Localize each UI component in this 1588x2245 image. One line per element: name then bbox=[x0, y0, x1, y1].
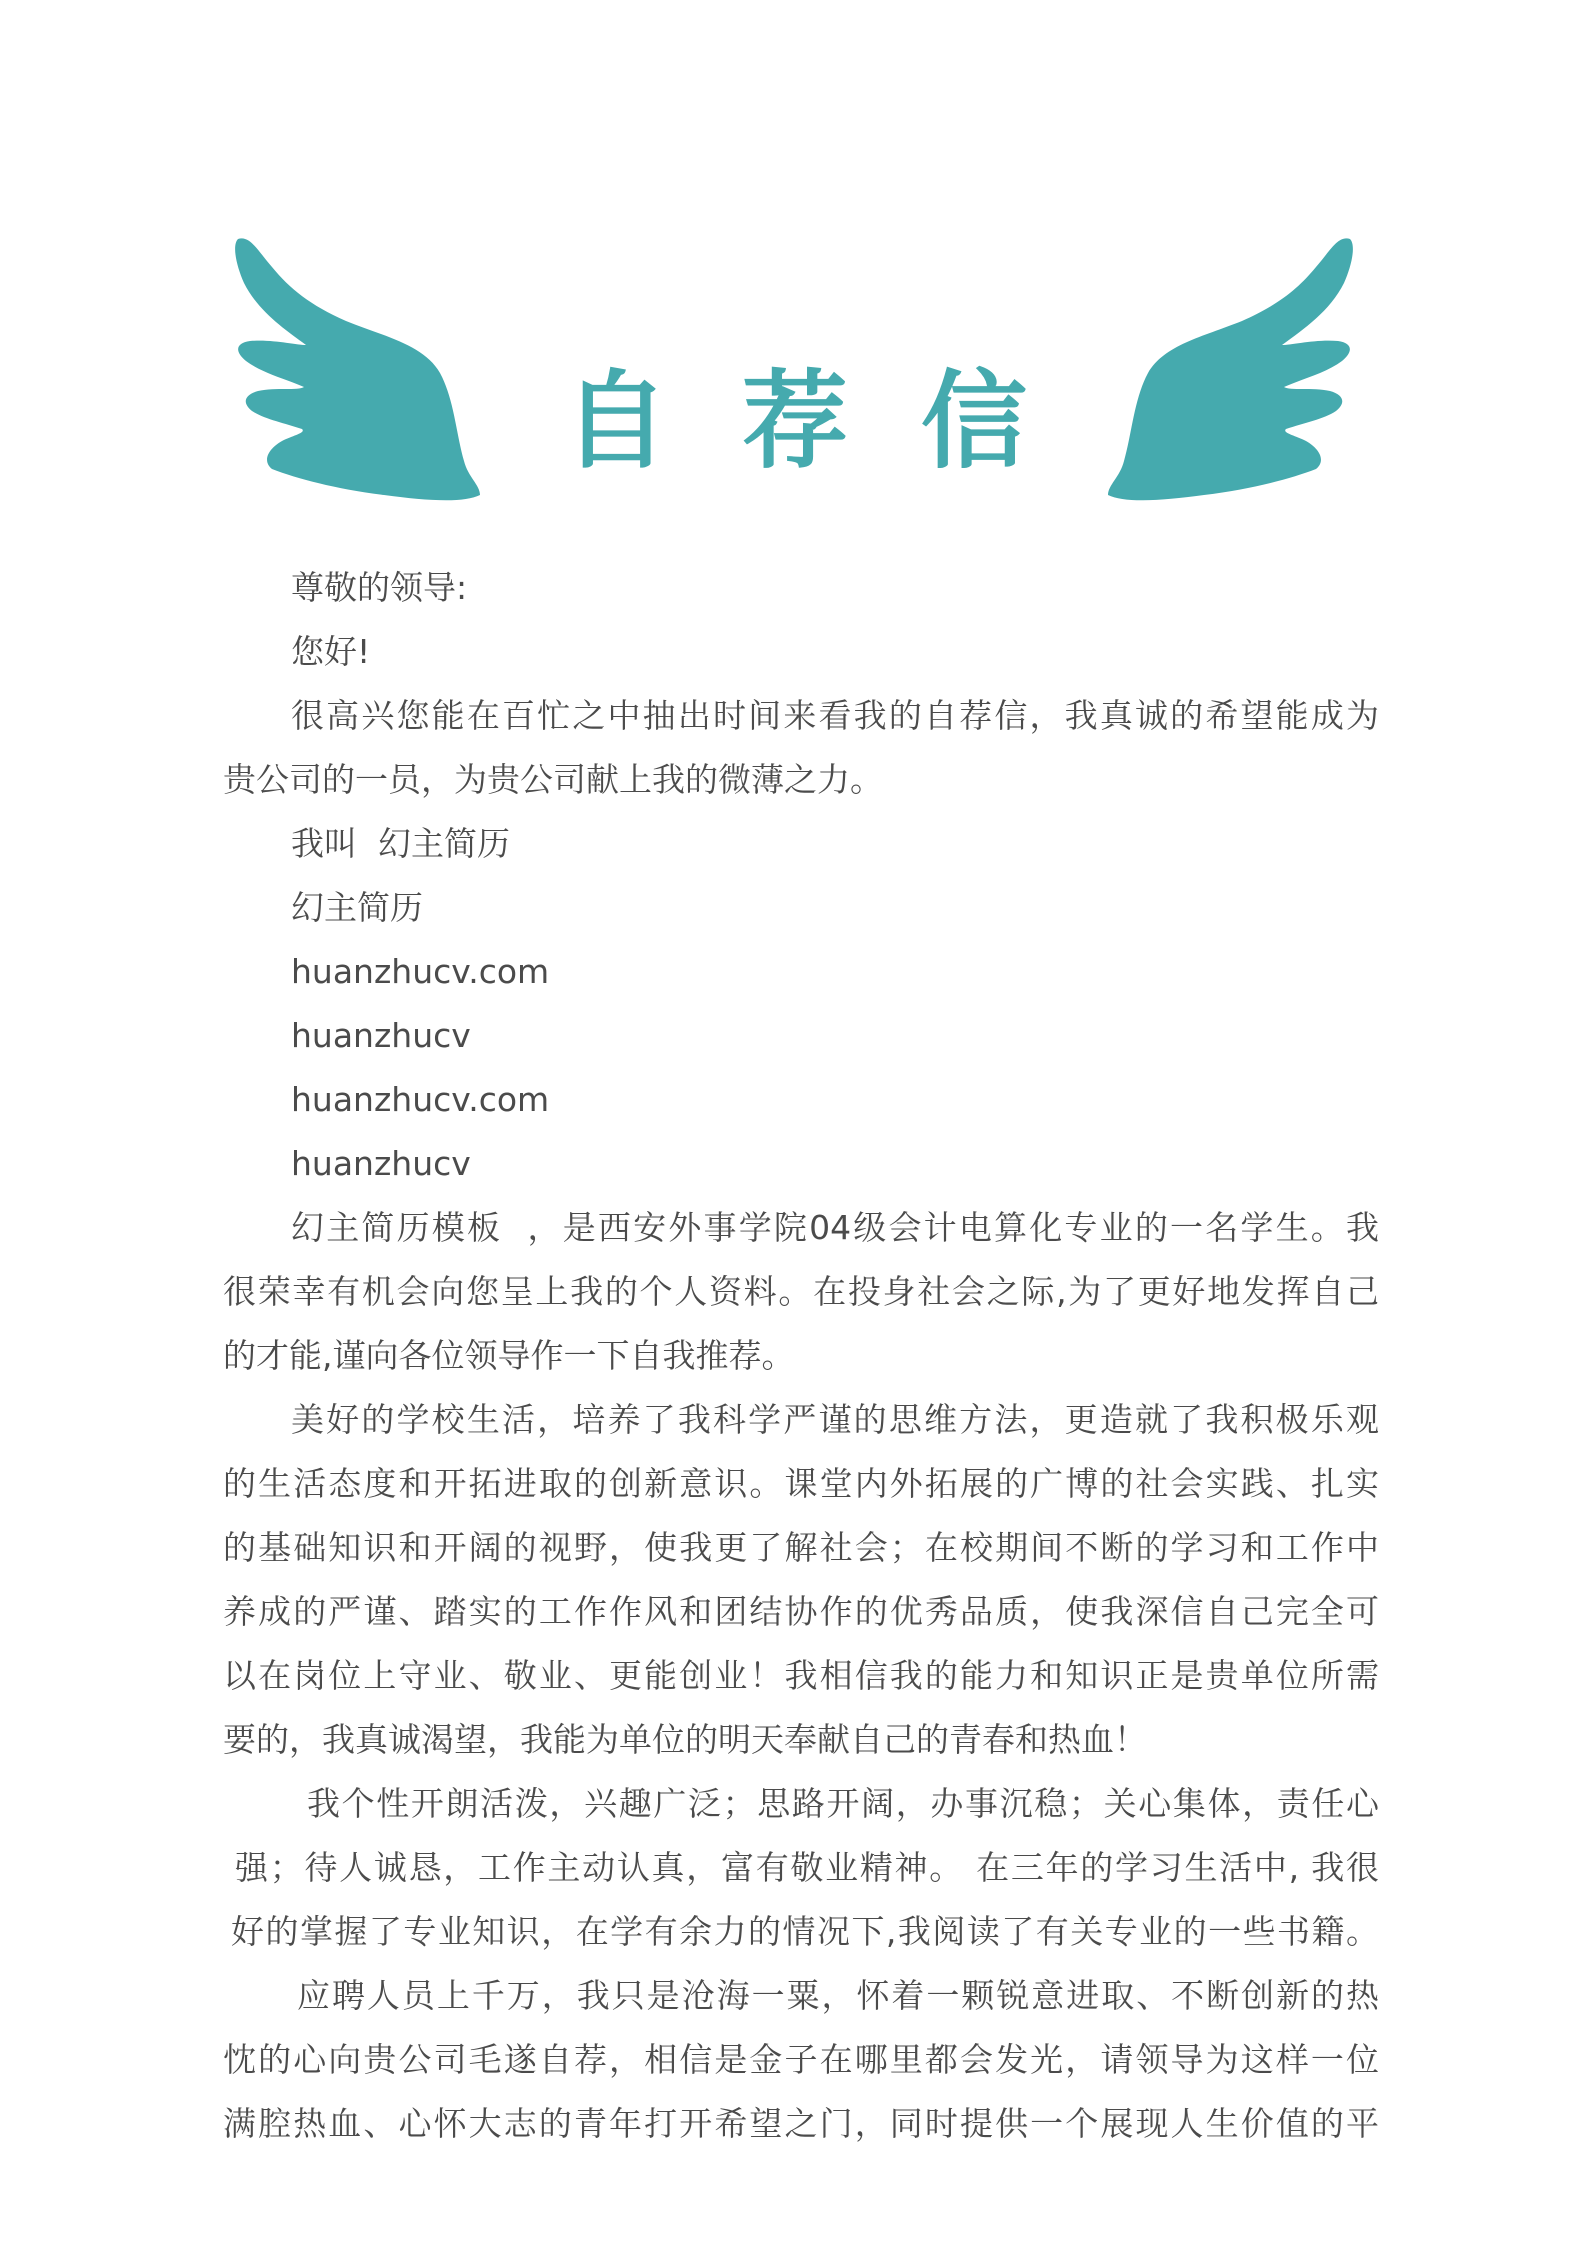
title-char: 自 bbox=[563, 360, 669, 483]
letter-line: 强；待人诚恳，工作主动认真，富有敬业精神。 在三年的学习生活中, 我很 bbox=[235, 1848, 1379, 1887]
letter-line: 要的，我真诚渴望，我能为单位的明天奉献自己的青春和热血！ bbox=[223, 1720, 1147, 1759]
letter-line: 养成的严谨、踏实的工作作风和团结协作的优秀品质，使我深信自己完全可 bbox=[223, 1592, 1379, 1631]
wing-right-icon bbox=[1098, 233, 1360, 503]
letter-header bbox=[0, 0, 1588, 540]
letter-line: 我个性开朗活泼，兴趣广泛；思路开阔，办事沉稳；关心集体，责任心 bbox=[307, 1784, 1379, 1823]
letter-line: 幻主简历模板 ，是西安外事学院04级会计电算化专业的一名学生。我 bbox=[291, 1208, 1379, 1247]
letter-line: 我叫 幻主简历 bbox=[291, 824, 510, 863]
wing-left-icon bbox=[228, 233, 490, 503]
letter-line: 幻主简历 bbox=[291, 888, 423, 927]
letter-line: 应聘人员上千万，我只是沧海一粟，怀着一颗锐意进取、不断创新的热 bbox=[297, 1976, 1379, 2015]
letter-line: 的基础知识和开阔的视野，使我更了解社会；在校期间不断的学习和工作中 bbox=[223, 1528, 1379, 1567]
letter-line: 很荣幸有机会向您呈上我的个人资料。在投身社会之际,为了更好地发挥自己 bbox=[223, 1272, 1379, 1311]
letter-line: huanzhucv.com bbox=[291, 1080, 550, 1119]
letter-line: 的生活态度和开拓进取的创新意识。课堂内外拓展的广博的社会实践、扎实 bbox=[223, 1464, 1379, 1503]
letter-line: 尊敬的领导: bbox=[291, 568, 468, 607]
letter-line: huanzhucv bbox=[291, 1144, 471, 1183]
page-title bbox=[560, 362, 1030, 482]
letter-line: 贵公司的一员，为贵公司献上我的微薄之力。 bbox=[223, 760, 883, 799]
letter-line: 美好的学校生活，培养了我科学严谨的思维方法，更造就了我积极乐观 bbox=[291, 1400, 1379, 1439]
letter-line: 满腔热血、心怀大志的青年打开希望之门，同时提供一个展现人生价值的平 bbox=[223, 2104, 1379, 2143]
letter-line: 很高兴您能在百忙之中抽出时间来看我的自荐信，我真诚的希望能成为 bbox=[291, 696, 1379, 735]
letter-line: 好的掌握了专业知识，在学有余力的情况下,我阅读了有关专业的一些书籍。 bbox=[231, 1912, 1379, 1951]
letter-line: 忱的心向贵公司毛遂自荐，相信是金子在哪里都会发光，请领导为这样一位 bbox=[223, 2040, 1379, 2079]
letter-line: 您好! bbox=[291, 632, 371, 671]
letter-line: 以在岗位上守业、敬业、更能创业！我相信我的能力和知识正是贵单位所需 bbox=[223, 1656, 1379, 1695]
letter-line: huanzhucv bbox=[291, 1016, 471, 1055]
title-char: 荐 bbox=[742, 360, 848, 483]
letter-line: 的才能,谨向各位领导作一下自我推荐。 bbox=[223, 1336, 795, 1375]
title-char: 信 bbox=[921, 360, 1027, 483]
letter-line: huanzhucv.com bbox=[291, 952, 550, 991]
